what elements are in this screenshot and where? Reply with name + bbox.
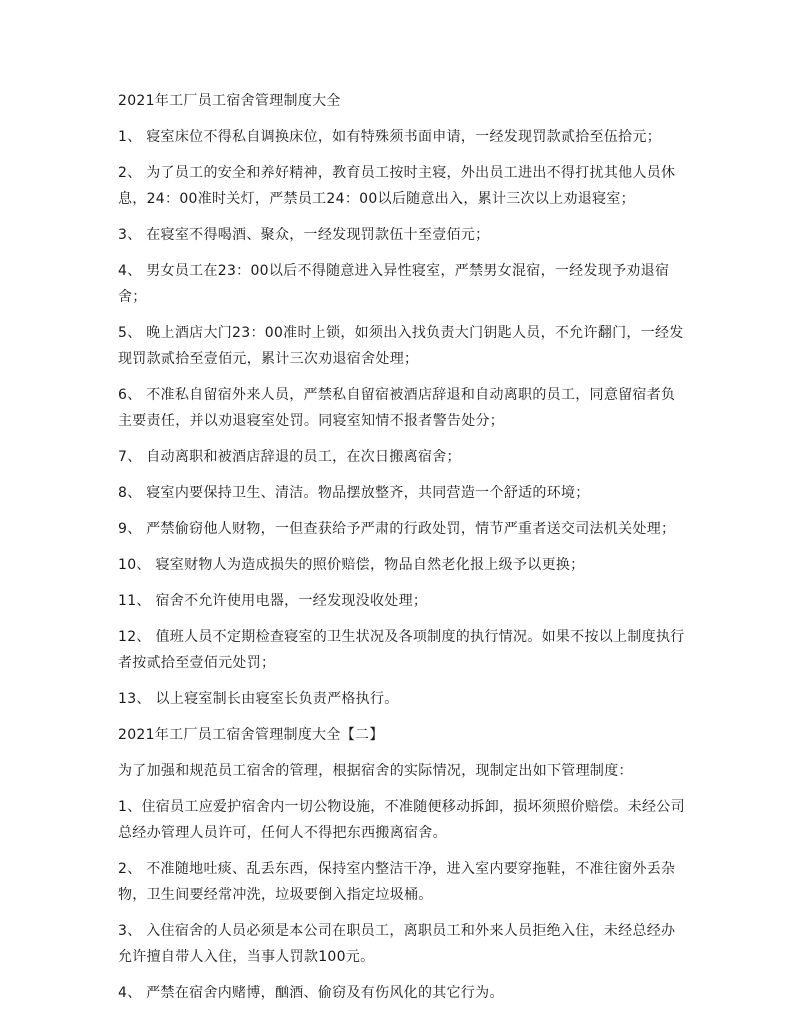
- rule-item-1: 1、 寝室床位不得私自调换床位，如有特殊须书面申请，一经发现罚款贰拾至伍拾元；: [118, 129, 662, 145]
- rule-item-4: 4、 男女员工在23：00以后不得随意进入异性寝室，严禁男女混宿，一经发现予劝退宿舍；: [118, 263, 670, 305]
- section-two-intro: 为了加强和规范员工宿舍的管理，根据宿舍的实际情况，现制定出如下管理制度：: [118, 763, 633, 779]
- section-two-title: 2021年工厂员工宿舍管理制度大全【二】: [118, 727, 384, 743]
- section-two-item-3: 3、 入住宿舍的人员必须是本公司在职员工，离职员工和外来人员拒绝入住，未经总经办允许擅自带人入住，当事人罚款100元。: [118, 923, 676, 965]
- rule-item-2: 2、 为了员工的安全和养好精神，教育员工按时主寝，外出员工进出不得打扰其他人员休息，24：00准时关灯，严禁员工24：00以后随意出入，累计三次以上劝退寝室；: [118, 165, 676, 207]
- rule-item-9: 9、 严禁偷窃他人财物，一但查获给予严肃的行政处罚，情节严重者送交司法机关处理；: [118, 521, 676, 537]
- rule-item-12: 12、 值班人员不定期检查寝室的卫生状况及各项制度的执行情况。如果不按以上制度执行者按贰拾至壹佰元处罚；: [118, 629, 685, 671]
- document-title: 2021年工厂员工宿舍管理制度大全: [118, 93, 341, 109]
- rule-item-7: 7、 自动离职和被酒店辞退的员工，在次日搬离宿舍；: [118, 449, 461, 465]
- section-two-item-1: 1、住宿员工应爱护宿舍内一切公物设施，不准随便移动拆卸，损坏须照价赔偿。未经公司总经办管理人员许可，任何人不得把东西搬离宿舍。: [118, 799, 685, 841]
- rule-item-5: 5、 晚上酒店大门23：00准时上锁，如须出入找负责大门钥匙人员，不允许翻门，一经发现罚款贰拾至壹佰元，累计三次劝退宿舍处理；: [118, 325, 684, 367]
- rule-item-3: 3、 在寝室不得喝酒、聚众，一经发现罚款伍十至壹佰元；: [118, 227, 490, 243]
- section-two-item-4: 4、 严禁在宿舍内赌博，酗酒、偷窃及有伤风化的其它行为。: [118, 985, 504, 1001]
- rule-item-8: 8、 寝室内要保持卫生、清洁。物品摆放整齐，共同营造一个舒适的环境；: [118, 485, 590, 501]
- rule-item-11: 11、 宿舍不允许使用电器，一经发现没收处理；: [118, 593, 428, 609]
- rule-item-13: 13、 以上寝室制长由寝室长负责严格执行。: [118, 691, 399, 707]
- section-two-item-2: 2、 不准随地吐痰、乱丢东西，保持室内整洁干净，进入室内要穿拖鞋，不准往窗外丢杂物，卫生间要经常冲洗，垃圾要倒入指定垃圾桶。: [118, 861, 676, 903]
- rule-item-10: 10、 寝室财物人为造成损失的照价赔偿，物品自然老化报上级予以更换；: [118, 557, 585, 573]
- rule-item-6: 6、 不准私自留宿外来人员，严禁私自留宿被酒店辞退和自动离职的员工，同意留宿者负主要责任，并以劝退寝室处罚。同寝室知情不报者警告处分；: [118, 387, 676, 429]
